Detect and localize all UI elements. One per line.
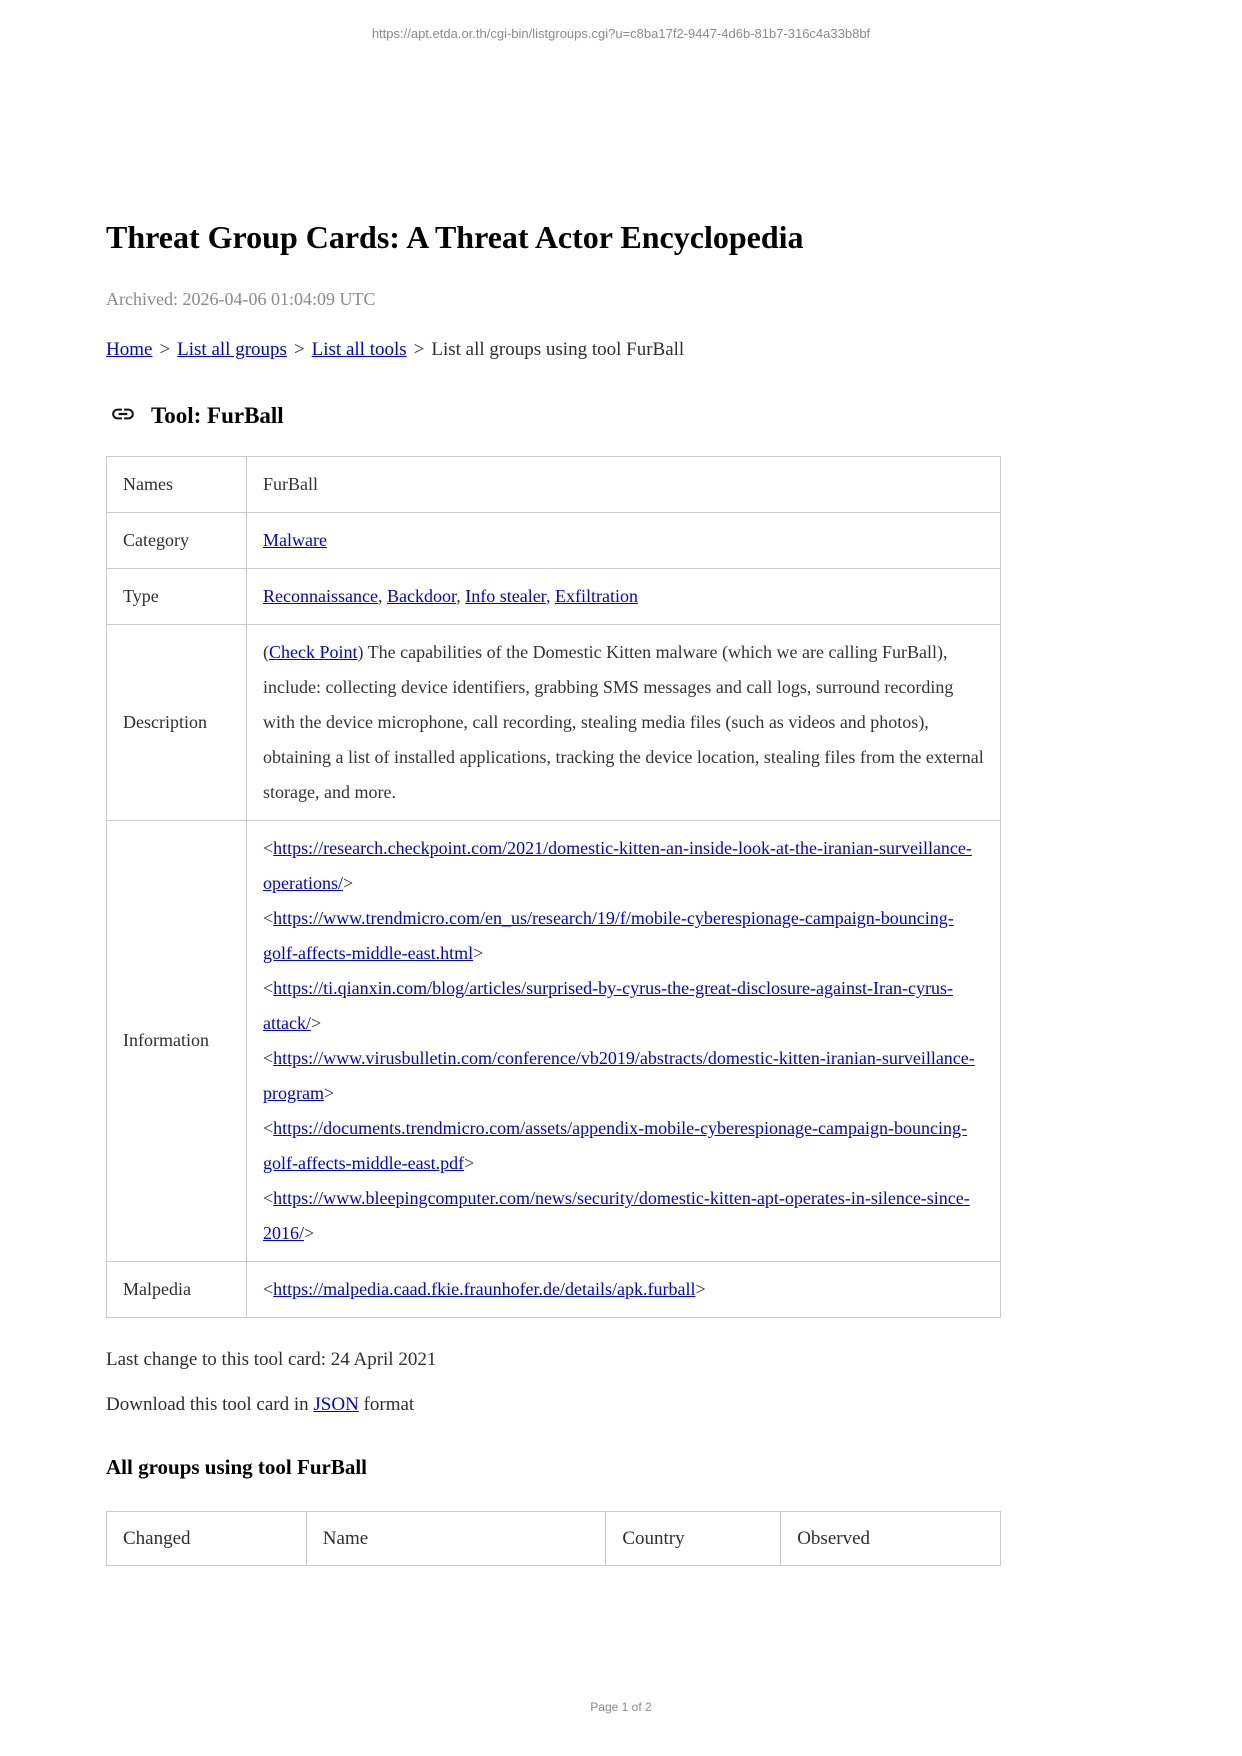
- breadcrumb-link-home[interactable]: Home: [106, 338, 153, 360]
- archived-timestamp: Archived: 2026-04-06 01:04:09 UTC: [106, 288, 376, 309]
- table-row-information: [107, 820, 1001, 1261]
- link-icon: [106, 401, 140, 427]
- names-value: FurBall: [247, 456, 1001, 512]
- angle-close: >: [464, 1152, 475, 1173]
- breadcrumb-link-list-all-tools[interactable]: List all tools: [311, 338, 407, 360]
- category-label: Category: [107, 512, 247, 568]
- breadcrumb: [106, 339, 1001, 361]
- download-json-link[interactable]: JSON: [313, 1393, 359, 1415]
- description-text: ) The capabilities of the Domestic Kitten malware (which we are calling FurBall), include: collecting device identifiers, grabbing SMS messages and call logs, surround recording with the device microphone, call recording, stealing media files (such as videos and photos), obtaining a list of installed applications, tracking the device location, stealing files from the external storage, and more.: [263, 641, 984, 802]
- angle-open: <: [263, 1047, 274, 1068]
- information-url: [263, 901, 984, 971]
- description-label: Description: [107, 624, 247, 820]
- information-url: [263, 1181, 984, 1251]
- print-header-url: https://apt.etda.or.th/cgi-bin/listgroups.cgi?u=c8ba17f2-9447-4d6b-81b7-316c4a33b8bf: [371, 26, 871, 41]
- angle-close: >: [323, 1082, 335, 1103]
- information-value: [247, 820, 1001, 1261]
- information-url: [263, 1041, 984, 1111]
- angle-close: >: [695, 1278, 706, 1299]
- type-value: [247, 568, 1001, 624]
- angle-open: <: [263, 907, 274, 928]
- list-separator: ,: [545, 585, 555, 606]
- angle-open: <: [263, 1187, 274, 1208]
- angle-open: <: [263, 1278, 274, 1299]
- breadcrumb-current: List all groups using tool FurBall: [431, 338, 685, 360]
- column-header-observed: Observed: [781, 1511, 1001, 1565]
- last-change-note: Last change to this tool card: 24 April 2021: [106, 1348, 437, 1370]
- breadcrumb-separator: >: [293, 338, 305, 360]
- download-note-prefix: Download this tool card in: [106, 1393, 314, 1415]
- tool-heading: [106, 403, 1001, 429]
- category-link-malware[interactable]: Malware: [263, 529, 327, 550]
- information-link-bleepingcomputer[interactable]: https://www.bleepingcomputer.com/news/security/domestic-kitten-apt-operates-in-silence-since-2016/: [263, 1187, 970, 1243]
- information-link-trendmicro-pdf[interactable]: https://documents.trendmicro.com/assets/appendix-mobile-cyberespionage-campaign-bouncing-golf-affects-middle-east.pdf: [263, 1117, 967, 1173]
- breadcrumb-separator: >: [413, 338, 425, 360]
- table-row-malpedia: [107, 1261, 1001, 1317]
- table-row-names: [107, 456, 1001, 512]
- list-separator: ,: [456, 585, 466, 606]
- description-link-check-point[interactable]: Check Point: [269, 641, 358, 662]
- information-url: [263, 971, 984, 1041]
- list-separator: ,: [377, 585, 387, 606]
- groups-table-header-row: [107, 1511, 1001, 1565]
- download-note-suffix: format: [358, 1393, 415, 1415]
- tool-card-table: [106, 456, 1001, 1318]
- names-label: Names: [107, 456, 247, 512]
- information-link-qianxin[interactable]: https://ti.qianxin.com/blog/articles/surprised-by-cyrus-the-great-disclosure-against-Iran-cyrus-attack/: [263, 977, 953, 1033]
- angle-open: <: [263, 977, 274, 998]
- download-note: [106, 1394, 1001, 1416]
- type-label: Type: [107, 568, 247, 624]
- malpedia-label: Malpedia: [107, 1261, 247, 1317]
- information-url: [263, 1111, 984, 1181]
- information-label: Information: [107, 820, 247, 1261]
- print-footer-page-number: Page 1 of 2: [590, 1700, 652, 1714]
- groups-section-heading: All groups using tool FurBall: [106, 1454, 368, 1479]
- type-link-info-stealer[interactable]: Info stealer: [465, 585, 546, 606]
- column-header-country: Country: [606, 1511, 781, 1565]
- angle-close: >: [342, 872, 354, 893]
- breadcrumb-separator: >: [159, 338, 171, 360]
- angle-open: <: [263, 837, 274, 858]
- breadcrumb-link-list-all-groups[interactable]: List all groups: [177, 338, 287, 360]
- groups-table: [106, 1511, 1001, 1566]
- malpedia-link[interactable]: https://malpedia.caad.fkie.fraunhofer.de/details/apk.furball: [273, 1278, 696, 1299]
- type-link-exfiltration[interactable]: Exfiltration: [554, 585, 638, 606]
- angle-open: <: [263, 1117, 274, 1138]
- information-link-checkpoint[interactable]: https://research.checkpoint.com/2021/domestic-kitten-an-inside-look-at-the-iranian-surveillance-operations/: [263, 837, 972, 893]
- information-link-virusbulletin[interactable]: https://www.virusbulletin.com/conference/vb2019/abstracts/domestic-kitten-iranian-surveillance-program: [263, 1047, 975, 1103]
- angle-close: >: [304, 1222, 315, 1243]
- page-title: Threat Group Cards: A Threat Actor Encyclopedia: [106, 219, 804, 255]
- table-row-type: [107, 568, 1001, 624]
- column-header-name: Name: [306, 1511, 606, 1565]
- table-row-category: [107, 512, 1001, 568]
- malpedia-value: [247, 1261, 1001, 1317]
- description-open-paren: (: [263, 641, 269, 662]
- angle-close: >: [473, 942, 484, 963]
- column-header-changed: Changed: [107, 1511, 307, 1565]
- page-content: [106, 219, 1001, 1566]
- category-value: [247, 512, 1001, 568]
- angle-close: >: [310, 1012, 322, 1033]
- description-value: [247, 624, 1001, 820]
- type-link-reconnaissance[interactable]: Reconnaissance: [263, 585, 378, 606]
- type-link-backdoor[interactable]: Backdoor: [386, 585, 457, 606]
- information-link-trendmicro[interactable]: https://www.trendmicro.com/en_us/research/19/f/mobile-cyberespionage-campaign-bouncing-golf-affects-middle-east.html: [263, 907, 954, 963]
- tool-heading-label: Tool: FurBall: [151, 402, 284, 428]
- information-url: [263, 831, 984, 901]
- table-row-description: [107, 624, 1001, 820]
